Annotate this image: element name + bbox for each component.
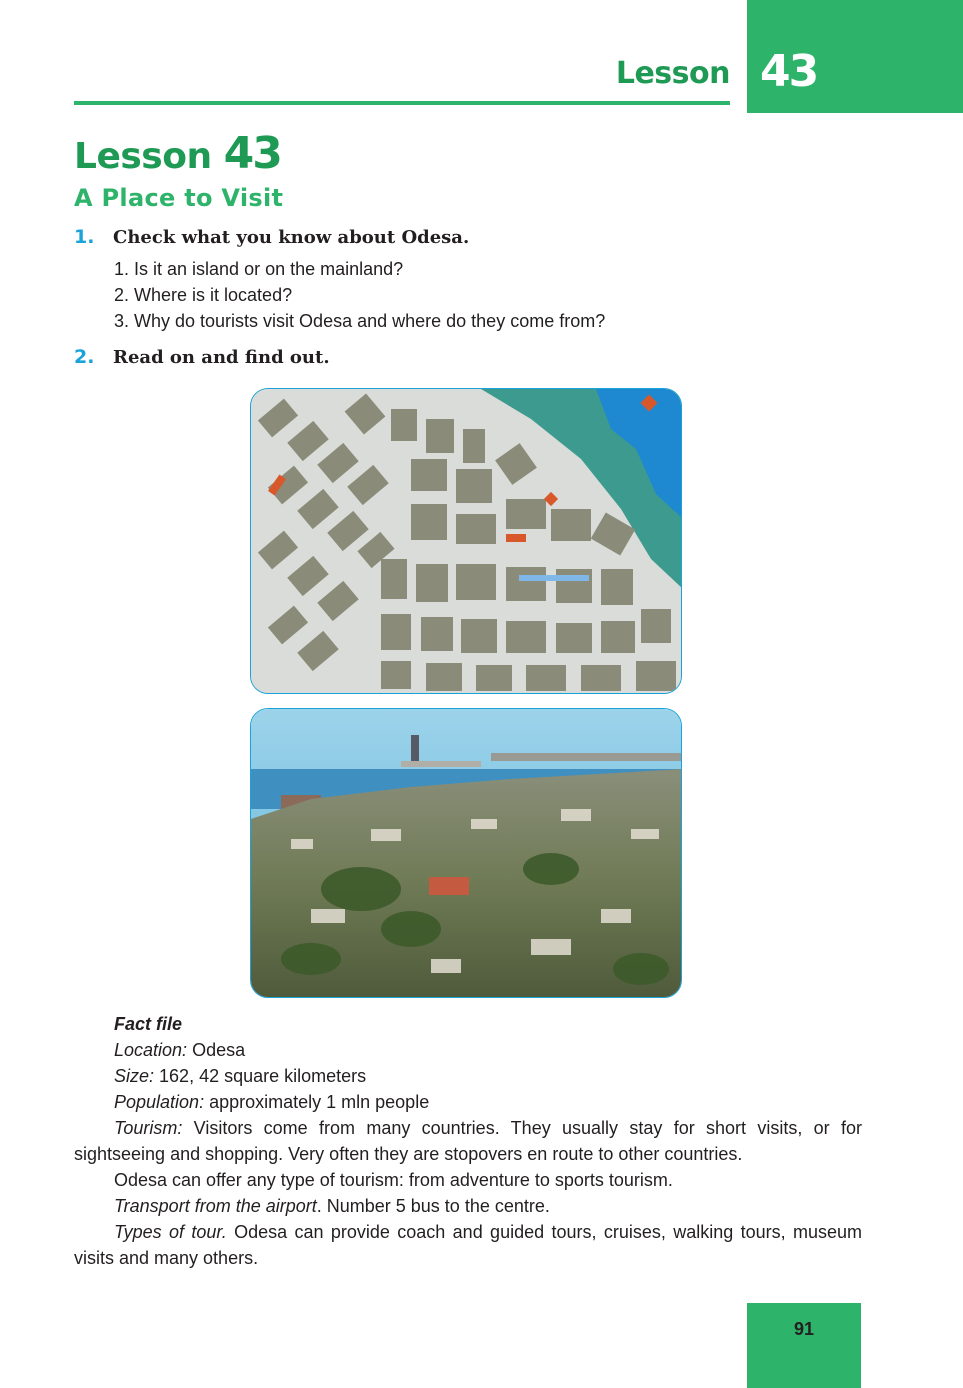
fact-population-label: Population: — [114, 1092, 205, 1112]
question-1: 1. Is it an island or on the mainland? — [114, 259, 404, 279]
aerial-photo-illustration — [251, 709, 682, 998]
page-subtitle: A Place to Visit — [74, 184, 284, 212]
fact-population-value: approximately 1 mln people — [204, 1092, 430, 1112]
fact-tourism-label: Tourism: — [114, 1118, 183, 1138]
fact-transport-label: Transport from the airport — [114, 1196, 317, 1216]
header-rule — [74, 101, 730, 105]
odesa-aerial-photo — [250, 708, 682, 998]
task-1-text: Check what you know about Odesa. — [113, 227, 470, 248]
title-number: 43 — [223, 128, 281, 179]
fact-transport — [74, 1193, 862, 1219]
fact-tour-types-value: Odesa can provide coach and guided tours, cruises, walking tours, museum visits and many others. — [74, 1222, 862, 1268]
fact-tourism-value: Visitors come from many countries. They usually stay for short visits, or for sightseeing and shopping. Very often they are stopovers en route to other countries. — [74, 1118, 862, 1164]
fact-transport-value: . Number 5 bus to the centre. — [316, 1196, 550, 1216]
fact-tourism — [74, 1115, 862, 1167]
map-illustration — [251, 389, 682, 694]
fact-size-label: Size: — [114, 1066, 155, 1086]
fact-location-value: Odesa — [187, 1040, 246, 1060]
fact-size-value: 162, 42 square kilometers — [154, 1066, 367, 1086]
fact-tourism-types: Odesa can offer any type of tourism: from adventure to sports tourism. — [114, 1170, 673, 1190]
fact-location-label: Location: — [114, 1040, 188, 1060]
fact-tour-types — [74, 1219, 862, 1271]
odesa-map-image — [250, 388, 682, 694]
question-2: 2. Where is it located? — [114, 285, 293, 305]
question-3: 3. Why do tourists visit Odesa and where do they come from? — [114, 311, 606, 331]
fact-population — [74, 1089, 862, 1115]
page-number: 91 — [793, 1319, 815, 1339]
fact-tour-types-label: Types of tour. — [114, 1222, 227, 1242]
fact-location — [74, 1037, 862, 1063]
task-1-number: 1. — [74, 226, 95, 248]
title-word: Lesson — [74, 136, 212, 177]
task-2-text: Read on and find out. — [113, 347, 330, 368]
page-number-box — [747, 1303, 861, 1388]
header-lesson-number: 43 — [760, 46, 818, 97]
fact-file — [74, 1011, 862, 1271]
task-2-number: 2. — [74, 346, 95, 368]
fact-size — [74, 1063, 862, 1089]
fact-file-heading: Fact file — [114, 1014, 183, 1034]
header-lesson-word: Lesson — [615, 56, 730, 91]
page-title — [74, 128, 281, 179]
